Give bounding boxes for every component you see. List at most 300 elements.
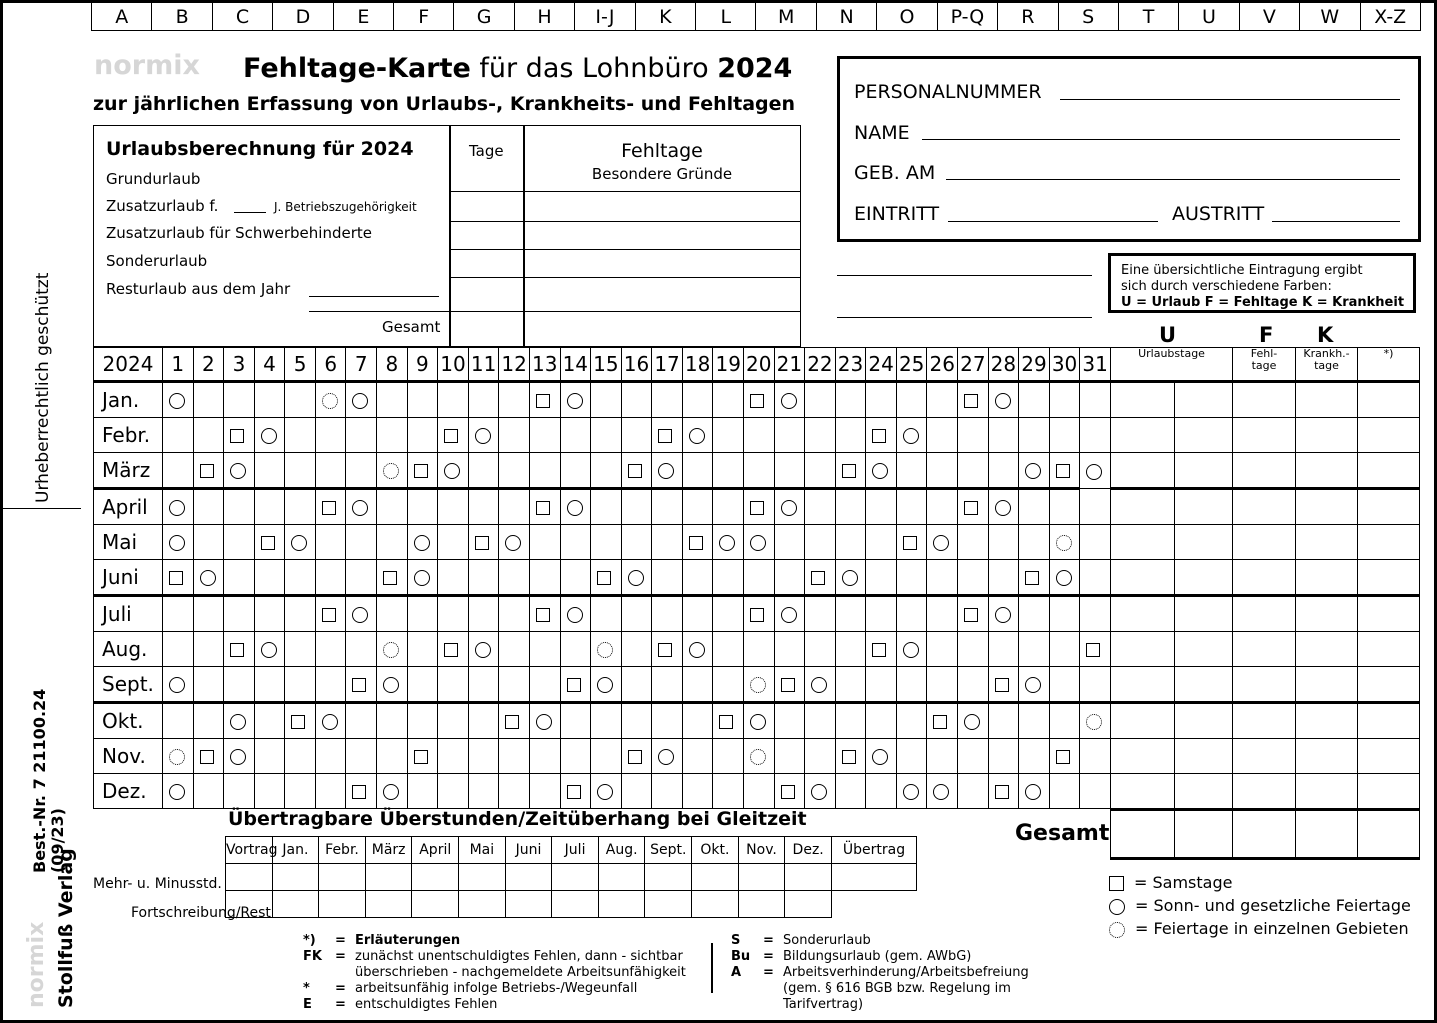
day-cell[interactable]	[438, 596, 469, 632]
day-cell[interactable]	[407, 525, 438, 560]
day-cell[interactable]	[1049, 525, 1080, 560]
day-cell[interactable]	[1049, 382, 1080, 418]
day-cell[interactable]	[774, 774, 805, 809]
day-cell[interactable]	[468, 739, 499, 774]
day-cell[interactable]	[1049, 667, 1080, 703]
day-cell[interactable]	[988, 739, 1019, 774]
index-tab[interactable]: T	[1119, 3, 1179, 31]
day-cell[interactable]	[958, 525, 989, 560]
day-cell[interactable]	[896, 418, 927, 453]
day-cell[interactable]	[713, 667, 744, 703]
day-cell[interactable]	[1080, 739, 1111, 774]
day-cell[interactable]	[835, 382, 866, 418]
day-cell[interactable]	[499, 774, 530, 809]
day-cell[interactable]	[988, 489, 1019, 525]
day-cell[interactable]	[835, 453, 866, 489]
day-cell[interactable]	[988, 453, 1019, 489]
summary-cell[interactable]	[1233, 560, 1296, 596]
day-cell[interactable]	[652, 418, 683, 453]
day-cell[interactable]	[377, 525, 408, 560]
day-cell[interactable]	[224, 774, 255, 809]
day-cell[interactable]	[285, 382, 316, 418]
day-cell[interactable]	[468, 703, 499, 739]
index-tab[interactable]: B	[152, 3, 212, 31]
day-cell[interactable]	[163, 560, 194, 596]
day-cell[interactable]	[713, 525, 744, 560]
day-cell[interactable]	[835, 632, 866, 667]
day-cell[interactable]	[315, 560, 346, 596]
day-cell[interactable]	[285, 596, 316, 632]
day-cell[interactable]	[866, 632, 897, 667]
day-cell[interactable]	[591, 632, 622, 667]
day-cell[interactable]	[1019, 596, 1050, 632]
summary-cell[interactable]	[1233, 774, 1296, 810]
day-cell[interactable]	[529, 739, 560, 774]
day-cell[interactable]	[743, 739, 774, 774]
personalnummer-field[interactable]	[1060, 99, 1400, 100]
day-cell[interactable]	[224, 596, 255, 632]
day-cell[interactable]	[560, 560, 591, 596]
day-cell[interactable]	[866, 667, 897, 703]
day-cell[interactable]	[866, 489, 897, 525]
day-cell[interactable]	[621, 525, 652, 560]
overtime-cell[interactable]	[365, 891, 412, 918]
summary-cell[interactable]	[1358, 632, 1420, 667]
summary-cell[interactable]	[1175, 703, 1233, 739]
summary-cell[interactable]	[1175, 382, 1233, 418]
day-cell[interactable]	[713, 703, 744, 739]
day-cell[interactable]	[193, 632, 224, 667]
day-cell[interactable]	[835, 774, 866, 809]
day-cell[interactable]	[1049, 703, 1080, 739]
day-cell[interactable]	[224, 525, 255, 560]
day-cell[interactable]	[591, 525, 622, 560]
day-cell[interactable]	[193, 489, 224, 525]
day-cell[interactable]	[958, 739, 989, 774]
summary-cell[interactable]	[1233, 596, 1296, 632]
day-cell[interactable]	[407, 739, 438, 774]
day-cell[interactable]	[621, 739, 652, 774]
day-cell[interactable]	[163, 596, 194, 632]
summary-cell[interactable]	[1111, 667, 1175, 703]
day-cell[interactable]	[407, 774, 438, 809]
summary-cell[interactable]	[1296, 632, 1358, 667]
day-cell[interactable]	[927, 774, 958, 809]
day-cell[interactable]	[743, 525, 774, 560]
day-cell[interactable]	[193, 560, 224, 596]
day-cell[interactable]	[958, 632, 989, 667]
day-cell[interactable]	[1019, 489, 1050, 525]
day-cell[interactable]	[407, 703, 438, 739]
overtime-cell[interactable]	[505, 891, 552, 918]
day-cell[interactable]	[224, 560, 255, 596]
day-cell[interactable]	[805, 418, 836, 453]
summary-cell[interactable]	[1358, 703, 1420, 739]
day-cell[interactable]	[896, 525, 927, 560]
day-cell[interactable]	[1080, 667, 1111, 703]
day-cell[interactable]	[193, 525, 224, 560]
summary-cell[interactable]	[1111, 418, 1175, 453]
day-cell[interactable]	[468, 632, 499, 667]
day-cell[interactable]	[193, 703, 224, 739]
overtime-cell[interactable]	[319, 864, 366, 891]
index-tab[interactable]: C	[213, 3, 273, 31]
day-cell[interactable]	[652, 560, 683, 596]
day-cell[interactable]	[1019, 632, 1050, 667]
day-cell[interactable]	[591, 667, 622, 703]
day-cell[interactable]	[835, 667, 866, 703]
day-cell[interactable]	[193, 382, 224, 418]
day-cell[interactable]	[254, 739, 285, 774]
overtime-cell[interactable]	[645, 891, 692, 918]
day-cell[interactable]	[988, 382, 1019, 418]
day-cell[interactable]	[407, 489, 438, 525]
overtime-cell[interactable]	[412, 891, 459, 918]
summary-cell[interactable]	[1175, 632, 1233, 667]
day-cell[interactable]	[713, 453, 744, 489]
day-cell[interactable]	[927, 560, 958, 596]
day-cell[interactable]	[438, 667, 469, 703]
day-cell[interactable]	[224, 739, 255, 774]
day-cell[interactable]	[1080, 525, 1111, 560]
day-cell[interactable]	[713, 774, 744, 809]
day-cell[interactable]	[560, 453, 591, 489]
summary-cell[interactable]	[1175, 418, 1233, 453]
day-cell[interactable]	[835, 596, 866, 632]
index-tab[interactable]: E	[334, 3, 394, 31]
day-cell[interactable]	[621, 667, 652, 703]
day-cell[interactable]	[346, 560, 377, 596]
summary-cell[interactable]	[1296, 525, 1358, 560]
summary-cell[interactable]	[1296, 739, 1358, 774]
day-cell[interactable]	[621, 632, 652, 667]
day-cell[interactable]	[438, 632, 469, 667]
overtime-cell[interactable]	[459, 891, 506, 918]
day-cell[interactable]	[1019, 418, 1050, 453]
day-cell[interactable]	[346, 525, 377, 560]
day-cell[interactable]	[529, 774, 560, 809]
day-cell[interactable]	[652, 703, 683, 739]
day-cell[interactable]	[652, 489, 683, 525]
summary-cell[interactable]	[1111, 489, 1175, 525]
overtime-cell[interactable]	[645, 864, 692, 891]
day-cell[interactable]	[163, 739, 194, 774]
summary-cell[interactable]	[1233, 632, 1296, 667]
day-cell[interactable]	[743, 489, 774, 525]
day-cell[interactable]	[163, 774, 194, 809]
summary-cell[interactable]	[1358, 560, 1420, 596]
day-cell[interactable]	[468, 774, 499, 809]
day-cell[interactable]	[285, 560, 316, 596]
summary-cell[interactable]	[1358, 525, 1420, 560]
summary-cell[interactable]	[1111, 560, 1175, 596]
day-cell[interactable]	[988, 667, 1019, 703]
day-cell[interactable]	[682, 525, 713, 560]
day-cell[interactable]	[529, 560, 560, 596]
day-cell[interactable]	[285, 632, 316, 667]
day-cell[interactable]	[254, 525, 285, 560]
day-cell[interactable]	[958, 453, 989, 489]
day-cell[interactable]	[529, 382, 560, 418]
day-cell[interactable]	[346, 632, 377, 667]
day-cell[interactable]	[774, 596, 805, 632]
day-cell[interactable]	[377, 739, 408, 774]
day-cell[interactable]	[621, 703, 652, 739]
day-cell[interactable]	[285, 667, 316, 703]
day-cell[interactable]	[896, 739, 927, 774]
day-cell[interactable]	[315, 489, 346, 525]
overtime-cell[interactable]	[832, 864, 917, 891]
day-cell[interactable]	[254, 667, 285, 703]
day-cell[interactable]	[193, 418, 224, 453]
day-cell[interactable]	[713, 418, 744, 453]
day-cell[interactable]	[438, 382, 469, 418]
day-cell[interactable]	[163, 489, 194, 525]
summary-total-cell[interactable]	[1175, 810, 1233, 859]
summary-cell[interactable]	[1296, 489, 1358, 525]
day-cell[interactable]	[529, 596, 560, 632]
day-cell[interactable]	[468, 453, 499, 489]
summary-cell[interactable]	[1175, 453, 1233, 489]
summary-cell[interactable]	[1358, 489, 1420, 525]
day-cell[interactable]	[468, 560, 499, 596]
summary-total-cell[interactable]	[1296, 810, 1358, 859]
day-cell[interactable]	[896, 632, 927, 667]
summary-cell[interactable]	[1296, 703, 1358, 739]
day-cell[interactable]	[499, 382, 530, 418]
day-cell[interactable]	[193, 739, 224, 774]
day-cell[interactable]	[652, 382, 683, 418]
day-cell[interactable]	[1049, 739, 1080, 774]
day-cell[interactable]	[774, 703, 805, 739]
day-cell[interactable]	[499, 560, 530, 596]
day-cell[interactable]	[224, 632, 255, 667]
overtime-cell[interactable]	[272, 864, 319, 891]
index-tab[interactable]: O	[877, 3, 937, 31]
eintritt-field[interactable]	[948, 221, 1158, 222]
day-cell[interactable]	[224, 382, 255, 418]
summary-cell[interactable]	[1358, 418, 1420, 453]
overtime-cell[interactable]	[738, 891, 785, 918]
index-tab[interactable]: S	[1059, 3, 1119, 31]
day-cell[interactable]	[407, 667, 438, 703]
day-cell[interactable]	[346, 418, 377, 453]
day-cell[interactable]	[315, 418, 346, 453]
day-cell[interactable]	[682, 418, 713, 453]
day-cell[interactable]	[774, 489, 805, 525]
day-cell[interactable]	[835, 560, 866, 596]
overtime-cell[interactable]	[505, 864, 552, 891]
day-cell[interactable]	[835, 489, 866, 525]
summary-cell[interactable]	[1358, 596, 1420, 632]
day-cell[interactable]	[988, 525, 1019, 560]
overtime-cell[interactable]	[552, 864, 599, 891]
day-cell[interactable]	[377, 596, 408, 632]
day-cell[interactable]	[438, 703, 469, 739]
day-cell[interactable]	[254, 489, 285, 525]
day-cell[interactable]	[1049, 489, 1080, 525]
day-cell[interactable]	[713, 489, 744, 525]
day-cell[interactable]	[468, 667, 499, 703]
day-cell[interactable]	[591, 596, 622, 632]
index-tab[interactable]: N	[817, 3, 877, 31]
day-cell[interactable]	[499, 739, 530, 774]
summary-cell[interactable]	[1358, 774, 1420, 810]
index-tab[interactable]: U	[1179, 3, 1239, 31]
summary-cell[interactable]	[1358, 453, 1420, 489]
summary-total-cell[interactable]	[1358, 810, 1420, 859]
summary-total-cell[interactable]	[1111, 810, 1175, 859]
day-cell[interactable]	[866, 525, 897, 560]
summary-cell[interactable]	[1175, 774, 1233, 810]
day-cell[interactable]	[560, 739, 591, 774]
summary-cell[interactable]	[1296, 382, 1358, 418]
day-cell[interactable]	[377, 667, 408, 703]
day-cell[interactable]	[499, 596, 530, 632]
day-cell[interactable]	[315, 632, 346, 667]
day-cell[interactable]	[896, 489, 927, 525]
summary-cell[interactable]	[1175, 739, 1233, 774]
overtime-cell[interactable]	[692, 891, 739, 918]
day-cell[interactable]	[499, 667, 530, 703]
overtime-cell[interactable]	[785, 864, 832, 891]
austritt-field[interactable]	[1272, 221, 1400, 222]
day-cell[interactable]	[958, 382, 989, 418]
index-tab[interactable]: V	[1240, 3, 1300, 31]
day-cell[interactable]	[682, 703, 713, 739]
day-cell[interactable]	[438, 525, 469, 560]
index-tab[interactable]: P-Q	[938, 3, 998, 31]
day-cell[interactable]	[958, 774, 989, 809]
day-cell[interactable]	[163, 382, 194, 418]
summary-cell[interactable]	[1233, 382, 1296, 418]
day-cell[interactable]	[591, 739, 622, 774]
day-cell[interactable]	[743, 560, 774, 596]
day-cell[interactable]	[652, 453, 683, 489]
day-cell[interactable]	[224, 418, 255, 453]
day-cell[interactable]	[927, 739, 958, 774]
overtime-cell[interactable]	[459, 864, 506, 891]
day-cell[interactable]	[254, 560, 285, 596]
day-cell[interactable]	[163, 703, 194, 739]
day-cell[interactable]	[377, 382, 408, 418]
day-cell[interactable]	[377, 774, 408, 809]
day-cell[interactable]	[193, 774, 224, 809]
day-cell[interactable]	[1080, 418, 1111, 453]
summary-cell[interactable]	[1233, 453, 1296, 489]
summary-cell[interactable]	[1175, 525, 1233, 560]
day-cell[interactable]	[805, 667, 836, 703]
summary-cell[interactable]	[1175, 560, 1233, 596]
day-cell[interactable]	[499, 418, 530, 453]
day-cell[interactable]	[1080, 774, 1111, 809]
day-cell[interactable]	[682, 774, 713, 809]
summary-cell[interactable]	[1233, 489, 1296, 525]
day-cell[interactable]	[1049, 774, 1080, 809]
day-cell[interactable]	[652, 525, 683, 560]
summary-cell[interactable]	[1175, 667, 1233, 703]
overtime-cell[interactable]	[552, 891, 599, 918]
day-cell[interactable]	[682, 632, 713, 667]
day-cell[interactable]	[468, 382, 499, 418]
index-tab[interactable]: W	[1300, 3, 1360, 31]
summary-cell[interactable]	[1175, 596, 1233, 632]
day-cell[interactable]	[988, 596, 1019, 632]
day-cell[interactable]	[896, 703, 927, 739]
day-cell[interactable]	[346, 703, 377, 739]
day-cell[interactable]	[377, 703, 408, 739]
day-cell[interactable]	[927, 596, 958, 632]
day-cell[interactable]	[652, 774, 683, 809]
day-cell[interactable]	[835, 739, 866, 774]
day-cell[interactable]	[499, 453, 530, 489]
day-cell[interactable]	[315, 703, 346, 739]
day-cell[interactable]	[988, 418, 1019, 453]
day-cell[interactable]	[988, 703, 1019, 739]
day-cell[interactable]	[1019, 525, 1050, 560]
day-cell[interactable]	[591, 560, 622, 596]
index-tab[interactable]: G	[454, 3, 514, 31]
day-cell[interactable]	[621, 774, 652, 809]
overtime-cell[interactable]	[412, 864, 459, 891]
day-cell[interactable]	[254, 774, 285, 809]
day-cell[interactable]	[1080, 632, 1111, 667]
summary-cell[interactable]	[1233, 667, 1296, 703]
summary-cell[interactable]	[1233, 418, 1296, 453]
index-tab[interactable]: D	[273, 3, 333, 31]
day-cell[interactable]	[1080, 703, 1111, 739]
day-cell[interactable]	[743, 596, 774, 632]
day-cell[interactable]	[1080, 596, 1111, 632]
day-cell[interactable]	[682, 489, 713, 525]
day-cell[interactable]	[468, 489, 499, 525]
day-cell[interactable]	[927, 667, 958, 703]
day-cell[interactable]	[346, 596, 377, 632]
index-tab[interactable]: H	[515, 3, 575, 31]
summary-cell[interactable]	[1358, 667, 1420, 703]
day-cell[interactable]	[224, 667, 255, 703]
day-cell[interactable]	[529, 632, 560, 667]
day-cell[interactable]	[254, 382, 285, 418]
day-cell[interactable]	[560, 703, 591, 739]
summary-cell[interactable]	[1111, 453, 1175, 489]
day-cell[interactable]	[652, 632, 683, 667]
day-cell[interactable]	[866, 453, 897, 489]
day-cell[interactable]	[621, 560, 652, 596]
day-cell[interactable]	[285, 774, 316, 809]
day-cell[interactable]	[560, 525, 591, 560]
day-cell[interactable]	[377, 560, 408, 596]
day-cell[interactable]	[988, 560, 1019, 596]
day-cell[interactable]	[958, 667, 989, 703]
day-cell[interactable]	[652, 667, 683, 703]
day-cell[interactable]	[254, 703, 285, 739]
day-cell[interactable]	[958, 703, 989, 739]
day-cell[interactable]	[1019, 453, 1050, 489]
day-cell[interactable]	[621, 596, 652, 632]
day-cell[interactable]	[346, 667, 377, 703]
day-cell[interactable]	[927, 703, 958, 739]
day-cell[interactable]	[958, 596, 989, 632]
index-tab[interactable]: I-J	[575, 3, 635, 31]
index-tab[interactable]: L	[696, 3, 756, 31]
day-cell[interactable]	[743, 774, 774, 809]
day-cell[interactable]	[254, 453, 285, 489]
overtime-cell[interactable]	[319, 891, 366, 918]
day-cell[interactable]	[805, 453, 836, 489]
day-cell[interactable]	[285, 703, 316, 739]
day-cell[interactable]	[927, 632, 958, 667]
